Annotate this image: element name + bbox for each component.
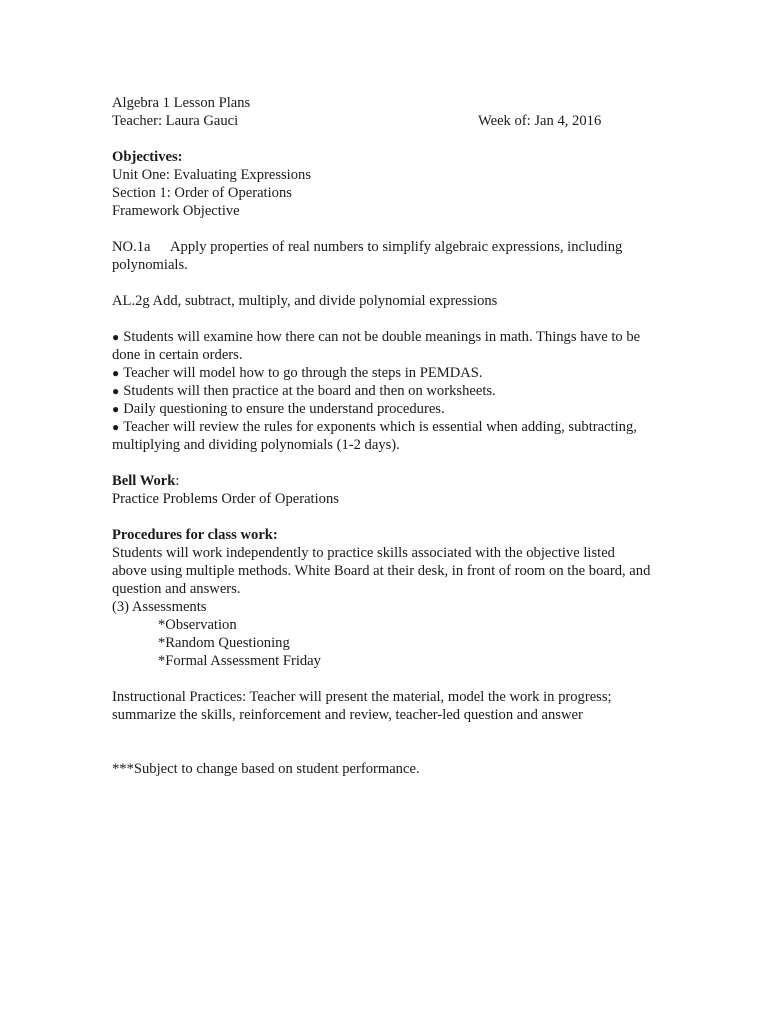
- bell-work-text: Practice Problems Order of Operations: [112, 491, 339, 507]
- footer-note: ***Subject to change based on student performance.: [112, 761, 420, 777]
- list-item: ● Daily questioning to ensure the understand procedures.: [112, 400, 652, 418]
- list-item: ● Students will then practice at the board and then on worksheets.: [112, 382, 652, 400]
- teacher-name: Teacher: Laura Gauci: [112, 113, 239, 129]
- list-item: ● Teacher will review the rules for exponents which is essential when adding, subtracting, multiplying and dividing polynomials (1-2 days).: [112, 418, 652, 454]
- section-title: Section 1: Order of Operations: [112, 185, 292, 201]
- list-item: *Observation: [158, 617, 237, 633]
- objectives-heading: Objectives:: [112, 149, 183, 165]
- instructional-practices: Instructional Practices: Teacher will present the material, model the work in progress; summarize the skills, reinforcement and review, teacher-led question and answer: [112, 689, 612, 723]
- objective-bullet-list: [112, 328, 652, 454]
- list-item: *Random Questioning: [158, 635, 290, 651]
- unit-title: Unit One: Evaluating Expressions: [112, 167, 312, 183]
- list-item: *Formal Assessment Friday: [158, 653, 321, 669]
- standard-no1a: [112, 238, 652, 274]
- procedures-heading: Procedures for class work:: [112, 527, 278, 543]
- standard-no1a-code: NO.1a: [112, 239, 151, 255]
- teacher-week-row: [112, 112, 652, 130]
- procedures-text: Students will work independently to practice skills associated with the objective listed above using multiple methods. White Board at their desk, in front of room on the board, and question and answers.: [112, 545, 651, 597]
- framework-label: Framework Objective: [112, 203, 240, 219]
- bell-work-heading: Bell Work: [112, 473, 176, 489]
- list-item: ● Students will examine how there can not be double meanings in math. Things have to be done in certain orders.: [112, 328, 652, 364]
- lesson-plan-document: [112, 94, 652, 778]
- week-of: Week of: Jan 4, 2016: [478, 113, 602, 129]
- standard-al2g: AL.2g Add, subtract, multiply, and divide polynomial expressions: [112, 293, 498, 309]
- standard-no1a-text: Apply properties of real numbers to simplify algebraic expressions, including polynomials.: [112, 239, 623, 273]
- assessments-label: (3) Assessments: [112, 599, 207, 615]
- list-item: ● Teacher will model how to go through the steps in PEMDAS.: [112, 364, 652, 382]
- bell-work-colon: :: [175, 473, 180, 489]
- document-title: Algebra 1 Lesson Plans: [112, 95, 251, 111]
- assessment-list: [112, 616, 652, 670]
- bell-work-heading-line: [112, 472, 652, 490]
